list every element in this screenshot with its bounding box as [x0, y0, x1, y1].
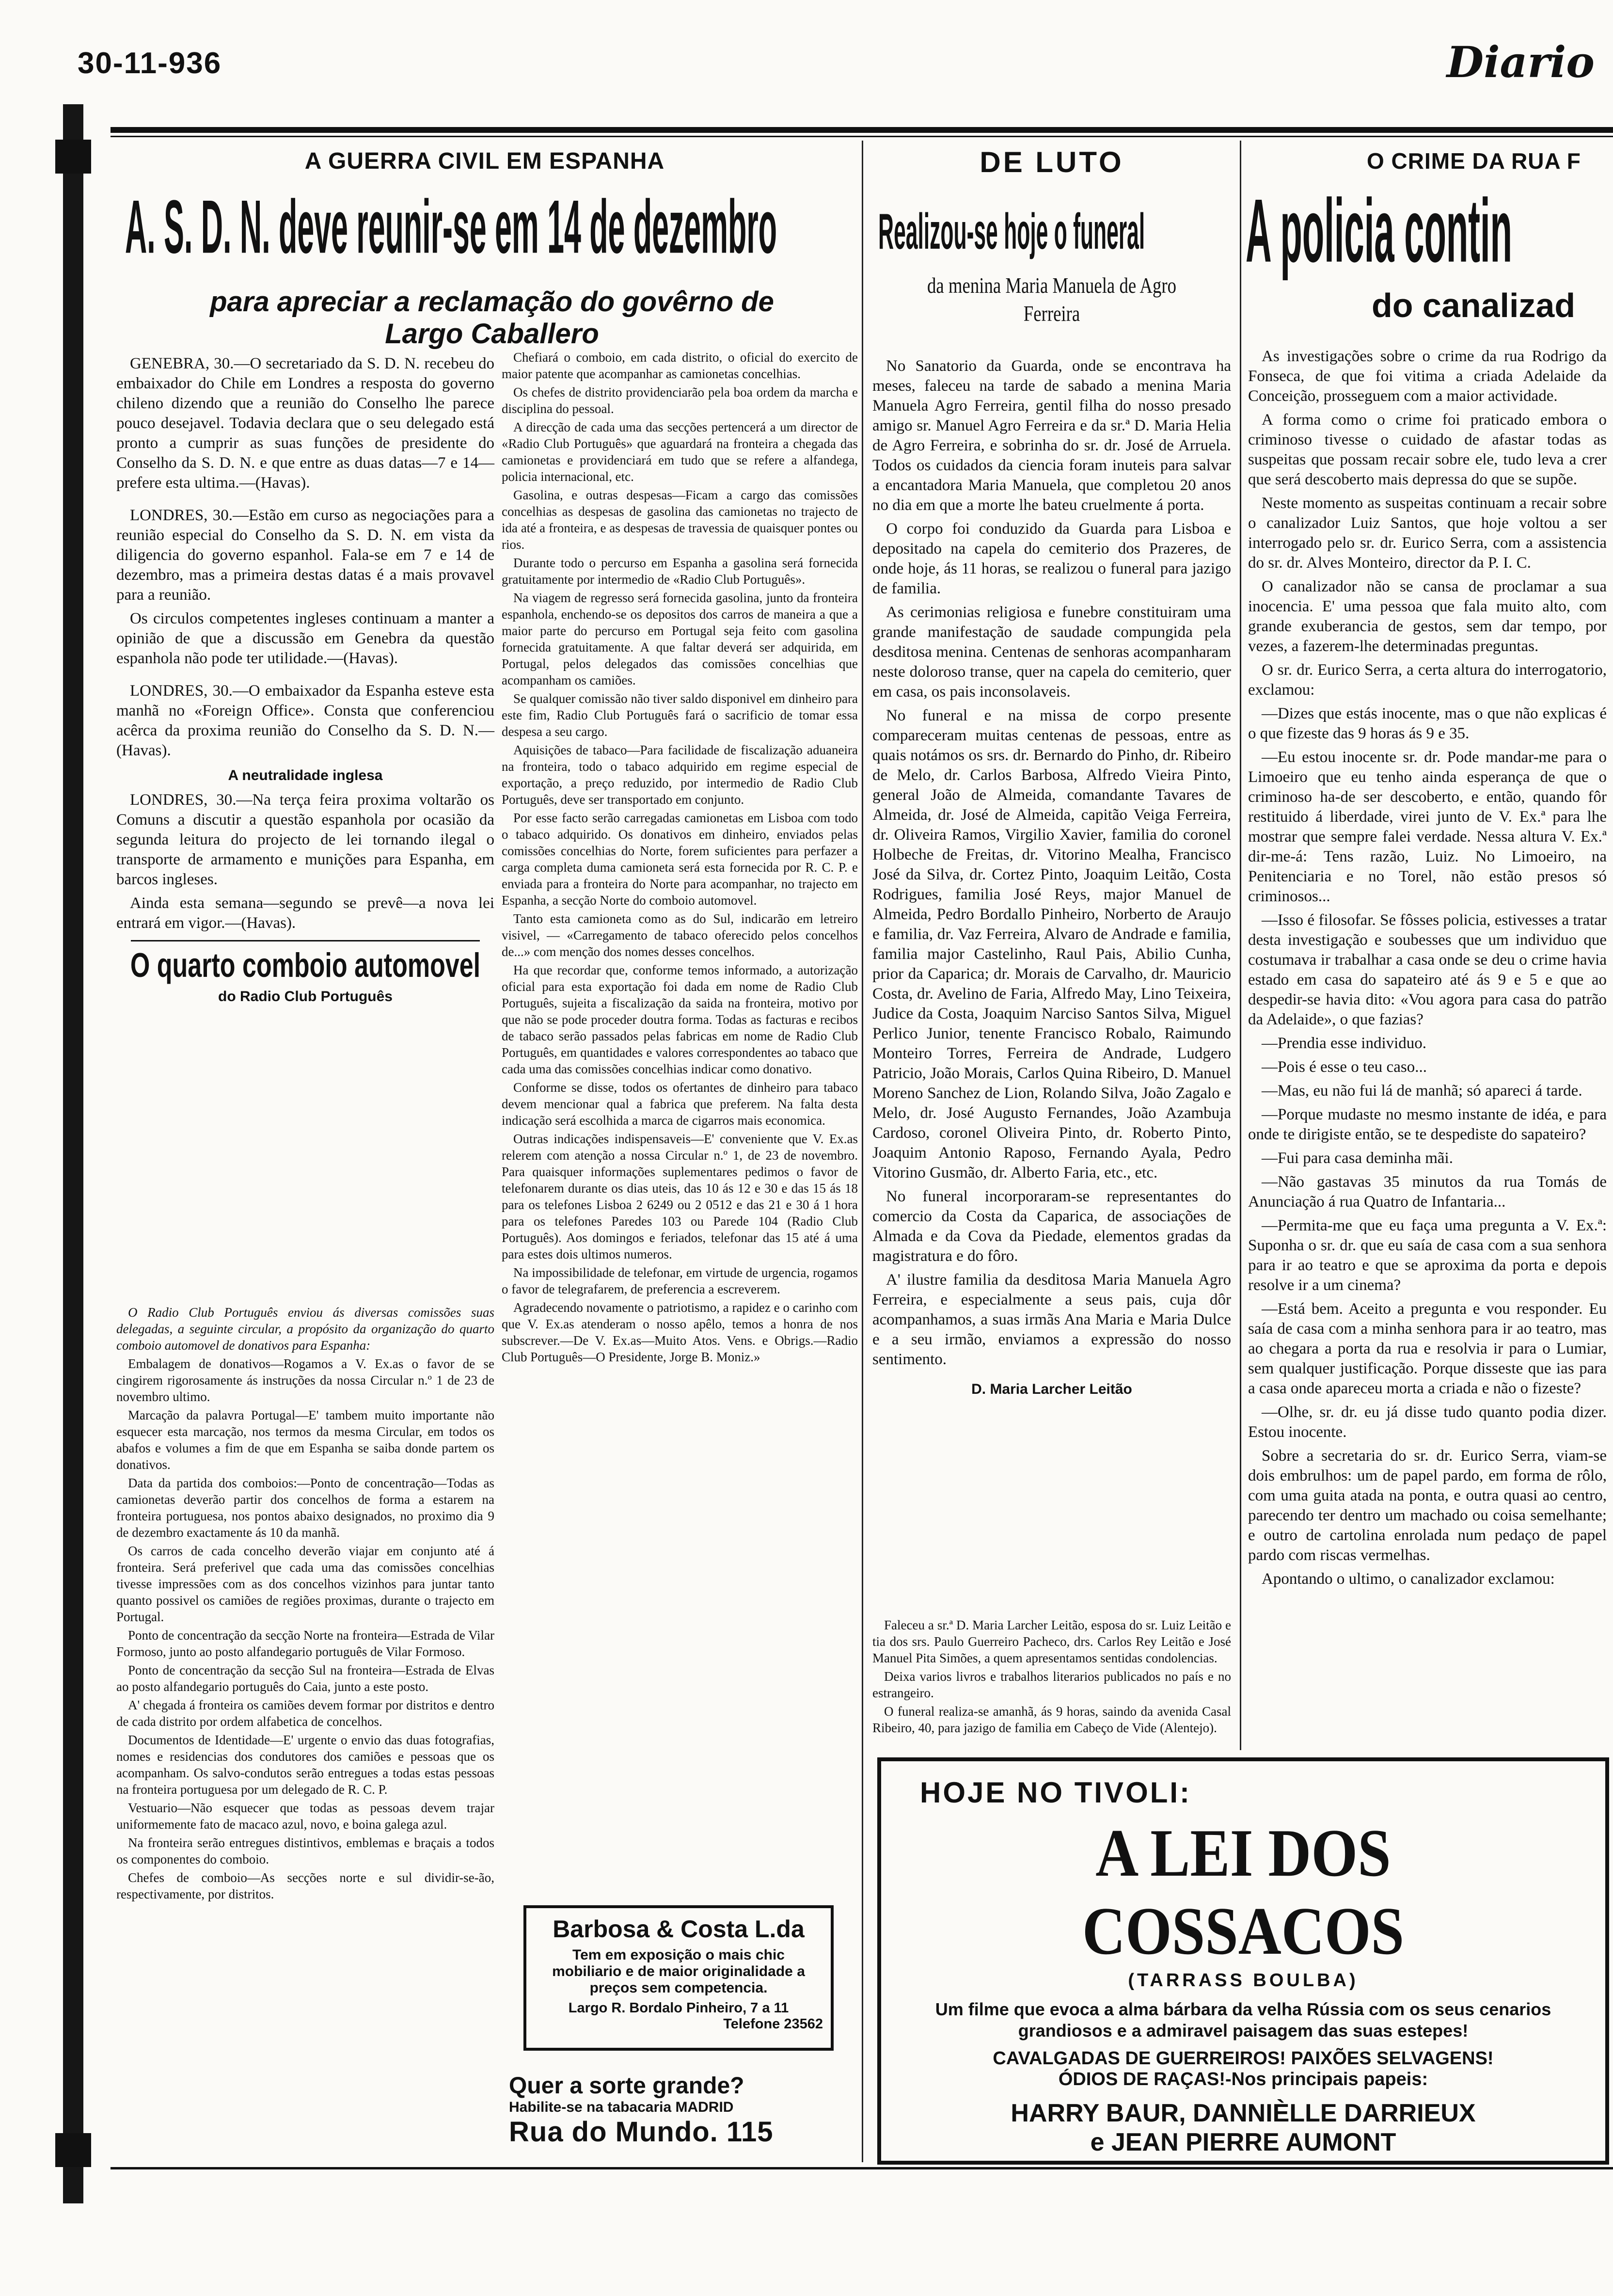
ad-text: Tem em exposição o mais chic mobiliario e de maior originalidade a preços sem competencia.: [552, 1947, 805, 1996]
paragraph: —Não gastavas 35 minutos da rua Tomás de Anunciação á rua Quatro de Infantaria...: [1248, 1173, 1607, 1211]
film-cast: e JEAN PIERRE AUMONT: [1090, 2128, 1396, 2156]
article-crime: [1248, 347, 1607, 1593]
paragraph: O corpo foi conduzido da Guarda para Lisboa e depositado na capela do cemiterio dos Prazeres, de onde hoje, ás 11 horas, se realizou o funeral para jazigo de familia.: [872, 520, 1231, 597]
paragraph: LONDRES, 30.—Estão em curso as negociações para a reunião especial do Conselho da S. D. N. em vista da diligencia do governo espanhol. Fala-se em 7 e 14 de dezembro, mas a primeira destas datas é a mais provavel para a reunião.: [116, 507, 494, 604]
article-comboio-continued: [502, 349, 858, 1367]
ad-line: Habilite-se na tabacaria MADRID: [509, 2099, 734, 2115]
paragraph: Outras indicações indispensaveis—E' conveniente que V. Ex.as relerem com atenção a nossa Circular n.º 1, de 23 de novembro. Para quaisquer informações suplementares pedimos o favor de telefonarem durante os dias uteis, das 10 ás 12 e 30 e das 15 ás 18 para os telefones Lisboa 2 6249 ou 2 0512 e das 21 e 30 á 1 hora para os telefones Paredes 103 ou Parede 104 (Radio Club Português). Aos domingos e feriados, telefonar das 15 até á uma para estes dois ultimos numeros.: [502, 1132, 858, 1261]
paragraph: —Eu estou inocente sr. dr. Pode mandar-me para o Limoeiro que eu tenho ainda esperança de que o criminoso ha-de ser descoberto, e então, quando fôr restituido á liberdade, virei junto de V. Ex.ª para lhe mostrar que sempre falei verdade. Nessa altura V. Ex.ª dir-me-á: Tens razão, Luiz. No Limoeiro, na Penitenciaria e no Torel, não estão presos só criminosos...: [1248, 749, 1607, 905]
paragraph: Embalagem de donativos—Rogamos a V. Ex.as o favor de se cingirem rigorosamente ás instruções da nossa Circular n.º 1 de 23 de novembro ultimo.: [116, 1356, 494, 1404]
divider: [131, 940, 480, 941]
paragraph: —Mas, eu não fui lá de manhã; só apareci á tarde.: [1262, 1082, 1582, 1100]
paragraph: Os circulos competentes ingleses continuam a manter a opinião de que a discussão em Genebra da questão espanhola não pode ter utilidade.—(Havas).: [116, 610, 494, 667]
section-kicker-spain: A GUERRA CIVIL EM ESPANHA: [304, 148, 665, 174]
article-spain-column: [116, 354, 494, 1011]
paragraph: Na fronteira serão entregues distintivos, emblemas e braçais a todos os componentes do comboio.: [116, 1835, 494, 1866]
ad-tivoli: [877, 1757, 1609, 2165]
paragraph: Marcação da palavra Portugal—E' tambem muito importante não esquecer esta marcação, nos termos da mesma Circular, em todos os abafos e volumes a fim de que em Espanha se saiba donde partem os donativos.: [116, 1408, 494, 1472]
paragraph: Documentos de Identidade—E' urgente o envio das duas fotografias, nomes e residencias dos condutores dos camiões e pessoas que os acompanham. Os salvo-condutos serão entregues a todas estas pessoas na fronteira portuguesa por um delegado de R. C. P.: [116, 1733, 494, 1797]
paragraph: Os carros de cada concelho deverão viajar em conjunto até á fronteira. Será preferivel que cada uma das comissões concelhias tivesse impressões com as dos concelhos vizinhos para juntar tanto quanto possivel os camiões de regiões proximas, durante o trajecto em Portugal.: [116, 1544, 494, 1624]
paragraph: —Isso é filosofar. Se fôsses policia, estivesses a tratar desta investigação e soubesses que um individuo que costumava ir trabalhar a casa onde se deu o crime havia estado em casa do sapateiro até ás 9 e 5 e que ao despedir-se havia dito: «Vou agora para casa do patrão da Adelaide», o que fazias?: [1248, 911, 1607, 1028]
film-tagline: ÓDIOS DE RAÇAS!-Nos principais papeis:: [1058, 2069, 1428, 2089]
paragraph: Se qualquer comissão não tiver saldo disponivel em dinheiro para este fim, Radio Club Português fará o sacrificio de tomar essa despesa a seu cargo.: [502, 691, 858, 739]
film-original-title: (TARRASS BOULBA): [1128, 1970, 1359, 1991]
masthead: Diario: [1446, 37, 1595, 87]
article-obituary: [872, 1617, 1231, 1738]
paragraph: O sr. dr. Eurico Serra, a certa altura do interrogatorio, exclamou:: [1248, 661, 1607, 699]
paragraph: —Prendia esse individuo.: [1262, 1035, 1427, 1052]
paragraph: O Radio Club Português enviou ás diversas comissões suas delegadas, a seguinte circular, a propósito da organização do quarto comboio automovel de donativos para Espanha:: [116, 1305, 494, 1353]
paragraph: Conforme se disse, todos os ofertantes de dinheiro para tabaco devem mencionar qual a fabrica que preferem. Na falta desta indicação será escolhida a marca de cigarros mais economica.: [502, 1080, 858, 1128]
paragraph: LONDRES, 30.—Na terça feira proxima voltarão os Comuns a discutir a questão espanhola por ocasião da segunda leitura do projecto de lei tornando ilegal o transporte de armamento e munições para Espanha, em barcos ingleses.: [116, 791, 494, 888]
paragraph: Chefiará o comboio, em cada distrito, o oficial do exercito de maior patente que acompanhar as camionetas concelhias.: [502, 350, 858, 381]
paragraph: A direcção de cada uma das secções pertencerá a um director de «Radio Club Português» que aguardará na fronteira a chegada das camionetas e providenciará em tudo que se refere a alfandega, policia internacional, etc.: [502, 420, 858, 484]
subheadline-sdn: para apreciar a reclamação do govêrno de Largo Caballero: [210, 286, 774, 350]
article-funeral: [872, 356, 1231, 1404]
paragraph: Neste momento as suspeitas continuam a recair sobre o canalizador Luiz Santos, que hoje voltou a ser interrogado pelo sr. dr. Eurico Serra, com a assistencia do sr. dr. Alves Monteiro, director da P. I. C.: [1248, 494, 1607, 572]
paragraph: Durante todo o percurso em Espanha a gasolina será fornecida gratuitamente por intermedio de «Radio Club Português».: [502, 556, 858, 587]
subheadline-funeral: da menina Maria Manuela de Agro Ferreira: [927, 273, 1176, 326]
paragraph: Data da partida dos comboios:—Ponto de concentração—Todas as camionetas deverão partir dos concelhos de forma a estarem na fronteira portuguesa, nos pontos abaixo designados, no proximo dia 9 de dezembro exactamente ás 10 da manhã.: [116, 1476, 494, 1540]
ad-barbosa-costa: [523, 1905, 834, 2051]
film-description: Um filme que evoca a alma bárbara da velha Rússia com os seus cenarios grandiosos e a admiravel paisagem das suas estepes!: [935, 1999, 1551, 2041]
top-rule: [111, 127, 1613, 133]
issue-date: 30-11-936: [78, 47, 222, 80]
paragraph: Os chefes de distrito providenciarão pela boa ordem da marcha e disciplina do pessoal.: [502, 385, 858, 416]
paragraph: GENEBRA, 30.—O secretariado da S. D. N. recebeu do embaixador do Chile em Londres a resposta do governo chileno dizendo que a reunião do Conselho lhe parece pouco desejavel. Todavia declara que o seu delegado está pronto a cumprir as suas funções de presidente do Conselho da S. D. N. e que entre as duas datas—7 e 14—prefere esta ultima.—(Havas).: [116, 355, 494, 492]
paragraph: Ponto de concentração da secção Sul na fronteira—Estrada de Elvas ao posto alfandegario português do Caia, junto a este posto.: [116, 1663, 494, 1694]
bottom-rule: [111, 2167, 1613, 2169]
paragraph: —Pois é esse o teu caso...: [1262, 1058, 1427, 1076]
ad-hoje-tivoli: HOJE NO TIVOLI:: [920, 1776, 1192, 1809]
paragraph: LONDRES, 30.—O embaixador da Espanha esteve esta manhã no «Foreign Office». Consta que conferenciou acêrca da proxima reunião do Conselho da S. D. N.—(Havas).: [116, 682, 494, 759]
paragraph: No funeral incorporaram-se representantes do comercio da Costa da Caparica, de associações de Almada e da Cova da Piedade, elementos gradas da magistratura e do fôro.: [872, 1188, 1231, 1265]
ad-line: Quer a sorte grande?: [509, 2073, 744, 2099]
film-tagline: CAVALGADAS DE GUERREIROS! PAIXÕES SELVAGENS!: [993, 2048, 1494, 2069]
obituary-title: D. Maria Larcher Leitão: [971, 1381, 1132, 1397]
margin-block-top: [55, 140, 91, 174]
ad-phone: Telefone 23562: [723, 2016, 823, 2032]
top-rule-thin: [111, 136, 1613, 137]
paragraph: A' ilustre familia da desditosa Maria Manuela Agro Ferreira, e especialmente a seus pais, cuja dôr acompanhamos, a suas irmãs Ana Maria e Maria Dulce e a seu irmão, enviamos a expressão do nosso sentimento.: [872, 1271, 1231, 1368]
paragraph: As investigações sobre o crime da rua Rodrigo da Fonseca, de que foi vitima a criada Adelaide da Conceição, prosseguem com a maior actividade.: [1248, 348, 1607, 405]
section-kicker-crime: O CRIME DA RUA F: [1367, 148, 1581, 174]
paragraph: —Fui para casa deminha mãi.: [1262, 1149, 1453, 1167]
ad-brand: Barbosa & Costa L.da: [553, 1915, 805, 1943]
paragraph: Faleceu a sr.ª D. Maria Larcher Leitão, esposa do sr. Luiz Leitão e tia dos srs. Paulo Guerreiro Pacheco, drs. Carlos Rey Leitão e José Manuel Pita Simões, a quem apresentamos sentidas condolencias.: [872, 1618, 1231, 1665]
ad-tabacaria-madrid: [509, 2073, 848, 2148]
paragraph: Por esse facto serão carregadas camionetas em Lisboa com todo o tabaco adquirido. Os donativos em dinheiro, enviados pelas comissões concelhias do Norte, forem suficientes para perfazer a carga completa duma camioneta será esta fornecida por R. C. P. e enviada para a fronteira do Norte para acompanhar, no trajecto em Espanha, a secção Norte do comboio automovel.: [502, 811, 858, 908]
paragraph: —Permita-me que eu faça uma pregunta a V. Ex.ª: Suponha o sr. dr. que eu saía de casa com a sua senhora para ir ao teatro e que se aproxima da porta e depois resolve ir a um cinema?: [1248, 1217, 1607, 1294]
section-title-neutrality: A neutralidade inglesa: [228, 767, 383, 783]
paragraph: Chefes de comboio—As secções norte e sul dividir-se-ão, respectivamente, por distritos.: [116, 1870, 494, 1901]
paragraph: —Está bem. Aceito a pregunta e vou responder. Eu saía de casa com a minha senhora para ir ao teatro, mas ao chegara a porta da rua e resolvia ir para o Lumiar, sem qualquer justificação. Porque disseste que ias para a casa onde apareceu morta a criada e não o fizeste?: [1248, 1300, 1607, 1397]
paragraph: No Sanatorio da Guarda, onde se encontrava ha meses, faleceu na tarde de sabado a menina Maria Manuela Agro Ferreira, gentil filha do nosso presado amigo sr. Manuel Agro Ferreira e da sr.ª D. Maria Helia de Agro Ferreira, e sobrinha do sr. dr. José de Arruela. Todos os cuidados da ciencia foram inuteis para salvar a encantadora Maria Manuela, que completou 20 anos no dia em que a morte lhe bateu cruelmente á porta.: [872, 357, 1231, 514]
paragraph: No funeral e na missa de corpo presente compareceram muitas centenas de pessoas, entre as quais notámos os srs. dr. Bernardo do Pinho, dr. Ribeiro de Melo, dr. Carlos Barbosa, Alfredo Vieira Pinto, general João de Almeida, comandante Tavares de Almeida, dr. José de Almeida, capitão Veiga Ferreira, dr. Oliveira Ramos, Virgilio Xavier, familia do coronel Holbeche de Freitas, dr. Vitorino Mealha, Francisco José da Silva, dr. Cortez Pinto, Joaquim Leitão, Costa Rodrigues, familia José Reys, major Manuel de Almeida, Pedro Bordallo Pinheiro, Norberto de Araujo e familia, dr. Vaz Ferreira, Alvaro de Andrade e familia, familia major Castelinho, Raul Pais, Abilio Cunha, prior da Caparica; dr. Morais de Carvalho, dr. Mauricio Costa, dr. Avelino de Faria, Alfredo May, Lino Teixeira, Judice da Costa, Joaquim Narciso Santos Silva, Miguel Perlico Junior, tenente Francisco Robalo, Raimundo Monteiro Torres, Ferreira de Andrade, Ludgero Patricio, João Morais, Carlos Quina Ribeiro, D. Manuel Moreno Sanchez de Lion, Rolando Silva, João Zagalo e Melo, dr. José Augusto Fernandes, João Azambuja Cardoso, coronel Oliveira Pinto, dr. Roberto Pinto, Joaquim Antonio Raposo, Fernando Ayala, Pedro Vitorino Gusmão, dr. Alberto Faria, etc., etc.: [872, 707, 1231, 1181]
subheadline-crime: do canalizad: [1372, 287, 1576, 324]
paragraph: Tanto esta camioneta como as do Sul, indicarão em letreiro visivel, — «Carregamento de tabaco oferecido pelos concelhos de...» com menção dos nomes desses concelhos.: [502, 911, 858, 959]
paragraph: Ainda esta semana—segundo se prevê—a nova lei entrará em vigor.—(Havas).: [116, 894, 494, 932]
paragraph: A forma como o crime foi praticado embora o criminoso tivesse o cuidado de afastar todas as suspeitas que possam recair sobre ele, tudo leva a crer que será descoberto mais depressa do que se supõe.: [1248, 411, 1607, 488]
paragraph: Gasolina, e outras despesas—Ficam a cargo das comissões concelhias as despesas de gasolina das camionetas no trajecto de ida até a fronteira, e as despesas de travessia de quaisquer pontes ou rios.: [502, 488, 858, 552]
paragraph: Na impossibilidade de telefonar, em virtude de urgencia, rogamos o favor de telegrafarem, de preferencia a escreverem.: [502, 1265, 858, 1296]
film-title: A LEI DOS COSSACOS: [1082, 1816, 1405, 1969]
section-kicker-luto: DE LUTO: [980, 146, 1124, 178]
headline-sdn: A. S. D. N. deve reunir-se em 14 de dezembro: [125, 184, 777, 270]
subheadline-comboio: do Radio Club Português: [218, 989, 393, 1004]
film-cast: HARRY BAUR, DANNIÈLLE DARRIEUX: [1011, 2099, 1476, 2127]
paragraph: Sobre a secretaria do sr. dr. Eurico Serra, viam-se dois embrulhos: um de papel pardo, em forma de rôlo, com uma guita atada na ponta, e outra quasi ao centro, parecendo ter dentro um machado ou coisa semelhante; e outro de cartolina enrolada num pedaço de papel pardo com riscas vermelhas.: [1248, 1447, 1607, 1564]
paragraph: —Porque mudaste no mesmo instante de idéa, e para onde te dirigiste então, se te despediste do sapateiro?: [1248, 1106, 1607, 1143]
paragraph: O funeral realiza-se amanhã, ás 9 horas, saindo da avenida Casal Ribeiro, 40, para jazigo de familia em Cabeço de Vide (Alentejo).: [872, 1704, 1231, 1735]
headline-comboio: O quarto comboio automovel: [130, 946, 481, 985]
paragraph: Ponto de concentração da secção Norte na fronteira—Estrada de Vilar Formoso, junto ao posto alfandegario português de Vilar Formoso.: [116, 1628, 494, 1659]
column-rule: [862, 141, 863, 2162]
paragraph: Apontando o ultimo, o canalizador exclamou:: [1262, 1570, 1555, 1588]
paragraph: O canalizador não se cansa de proclamar a sua inocencia. E' uma pessoa que fala muito alto, com grande exuberancia de gestos, sem dar tempo, por vezes, a fazerem-lhe determinadas preguntas.: [1248, 578, 1607, 655]
article-comboio-column: [116, 1304, 494, 1904]
paragraph: —Olhe, sr. dr. eu já disse tudo quanto podia dizer. Estou inocente.: [1248, 1403, 1607, 1441]
paragraph: Vestuario—Não esquecer que todas as pessoas devem trajar uniformemente fato de macaco azul, novo, e boina galega azul.: [116, 1801, 494, 1832]
paragraph: Ha que recordar que, conforme temos informado, a autorização oficial para esta exportação foi dada em nome de Radio Club Português, sujeita a fiscalização da saida na fronteira, motivo por que não se pode proceder doutra forma. Todas as facturas e recibos de tabaco serão passados pelas fabricas em nome de Radio Club Português, em quantidades e valores correspondentes ao tabaco que cada uma das comissões concelhias indicar como donativo.: [502, 963, 858, 1076]
column-rule: [1240, 141, 1241, 1750]
headline-funeral: Realizou-se hoje o funeral: [878, 203, 1145, 260]
paragraph: As cerimonias religiosa e funebre constituiram uma grande manifestação de saudade compungida pela desditosa menina. Centenas de senhoras acompanharam neste doloroso transe, quer na capela do cemiterio, quer em casa, os pais inconsolaveis.: [872, 604, 1231, 701]
paragraph: Aquisições de tabaco—Para facilidade de fiscalização aduaneira na fronteira, todo o tabaco adquirido em regime especial de exportação, a preço reduzido, por intermedio de Radio Club Português, deve ser transportado em conjunto.: [502, 743, 858, 807]
left-margin-bar: [63, 104, 83, 2203]
ad-line: Rua do Mundo. 115: [509, 2116, 774, 2148]
ad-address: Largo R. Bordalo Pinheiro, 7 a 11: [568, 2000, 789, 2016]
paragraph: A' chegada á fronteira os camiões devem formar por distritos e dentro de cada distrito por ordem alfabetica de concelhos.: [116, 1698, 494, 1729]
margin-block-bottom: [55, 2133, 91, 2167]
paragraph: Agradecendo novamente o patriotismo, a rapidez e o carinho com que V. Ex.as atenderam o nosso apêlo, temos a honra de nos subscrever.—De V. Ex.as—Muito Atos. Vens. e Obrigs.—Radio Club Português—O Presidente, Jorge B. Moniz.»: [502, 1300, 858, 1364]
paragraph: —Dizes que estás inocente, mas o que não explicas é o que fizeste das 9 horas ás 9 e 35.: [1248, 705, 1607, 742]
paragraph: Deixa varios livros e trabalhos literarios publicados no país e no estrangeiro.: [872, 1669, 1231, 1700]
paragraph: Na viagem de regresso será fornecida gasolina, junto da fronteira espanhola, enchendo-se os depositos dos carros de maneira a que a maior parte do percurso em Portugal seja feito com gasolina fornecida gratuitamente. A que faltar deverá ser adquirida, em Portugal, pelos delegados das comissões concelhias que acompanham os camiões.: [502, 590, 858, 687]
headline-crime: A policia contin: [1246, 180, 1512, 282]
